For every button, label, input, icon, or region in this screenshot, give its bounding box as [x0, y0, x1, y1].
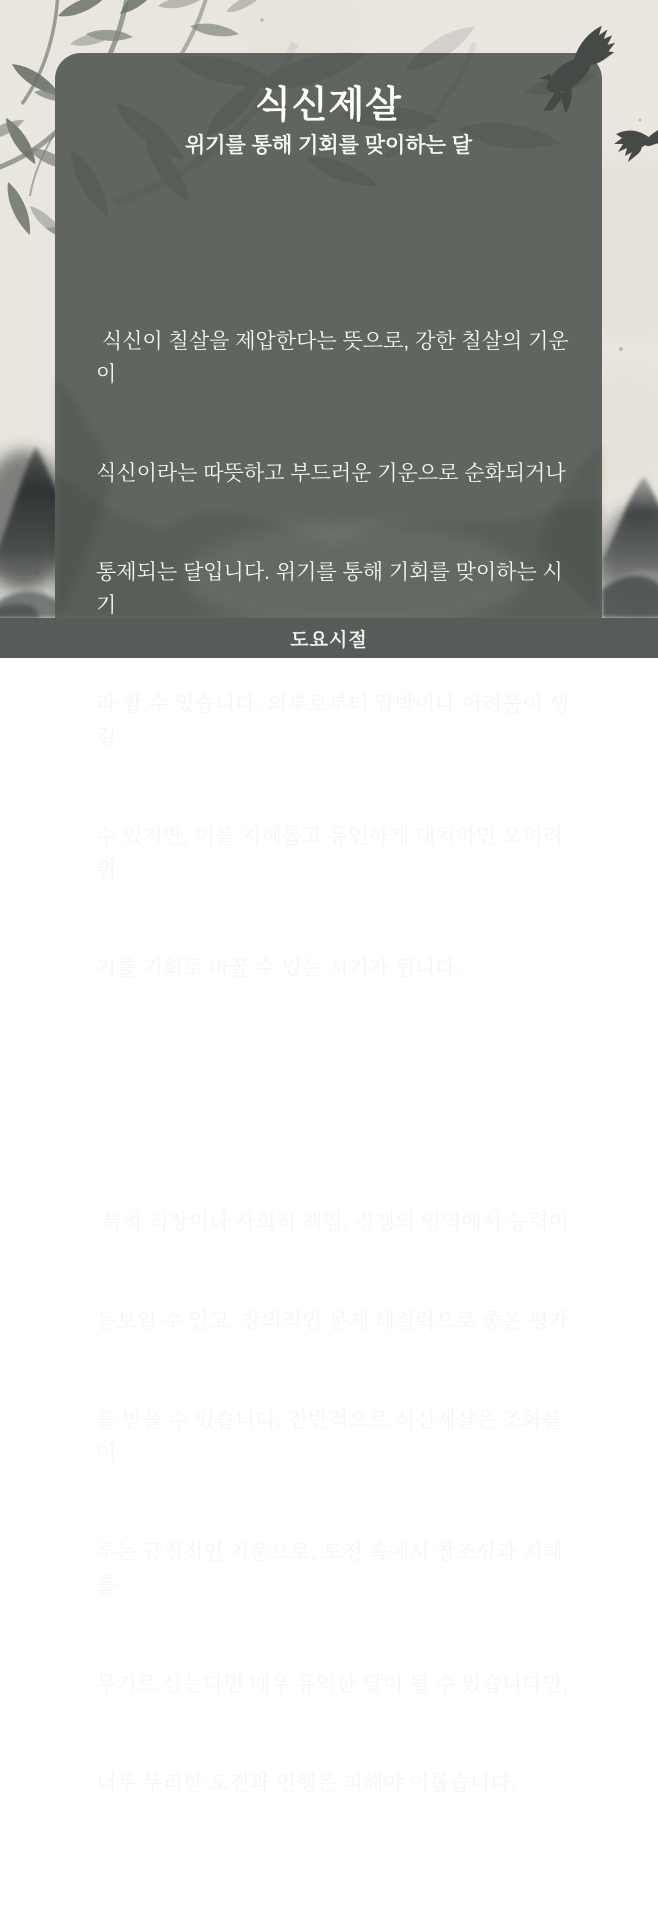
page-subtitle: 위기를 통해 기회를 맞이하는 달: [184, 134, 473, 157]
body-line: 수 있지만, 이를 지혜롭고 유연하게 대처하면 오히려 위: [96, 825, 569, 881]
card-content: [55, 84, 602, 1795]
body-text: [96, 193, 582, 1932]
body-line: 무기로 삼는다면 매우 유익한 달이 될 수 있습니다만,: [96, 1673, 569, 1696]
footer-bar: [0, 618, 658, 658]
page-title: 식신제살: [255, 84, 402, 125]
footer-label: 도요시절: [290, 629, 368, 651]
body-line: 식신이라는 따뜻하고 부드러운 기운으로 순화되거나: [96, 462, 566, 485]
body-line: 식신이 칠살을 제압한다는 뜻으로, 강한 칠살의 기운이: [96, 330, 569, 386]
body-line: 돋보일 수 있고, 창의적인 문제 해결력으로 좋은 평가: [96, 1310, 569, 1333]
paragraph-2: [96, 1140, 582, 1866]
body-line: 특히 직장이나 사회적 책임, 경쟁의 영역에서 능력이: [96, 1211, 569, 1234]
body-line: 기를 기회로 바꿀 수 있는 시기가 됩니다.: [96, 957, 462, 980]
body-line: 라 할 수 있습니다. 외부로부터 압박이나 어려움이 생길: [96, 693, 569, 749]
body-line: 를 받을 수 있습니다. 전반적으로 식신제살은 조화를 이: [96, 1409, 569, 1465]
body-line: 통제되는 달입니다. 위기를 통해 기회를 맞이하는 시기: [96, 561, 563, 617]
body-line: 루는 긍정적인 기운으로, 도전 속에서 창조성과 지혜를: [96, 1541, 563, 1597]
body-line: 너무 무리한 도전과 언행은 피해야 이롭습니다.: [96, 1772, 517, 1795]
